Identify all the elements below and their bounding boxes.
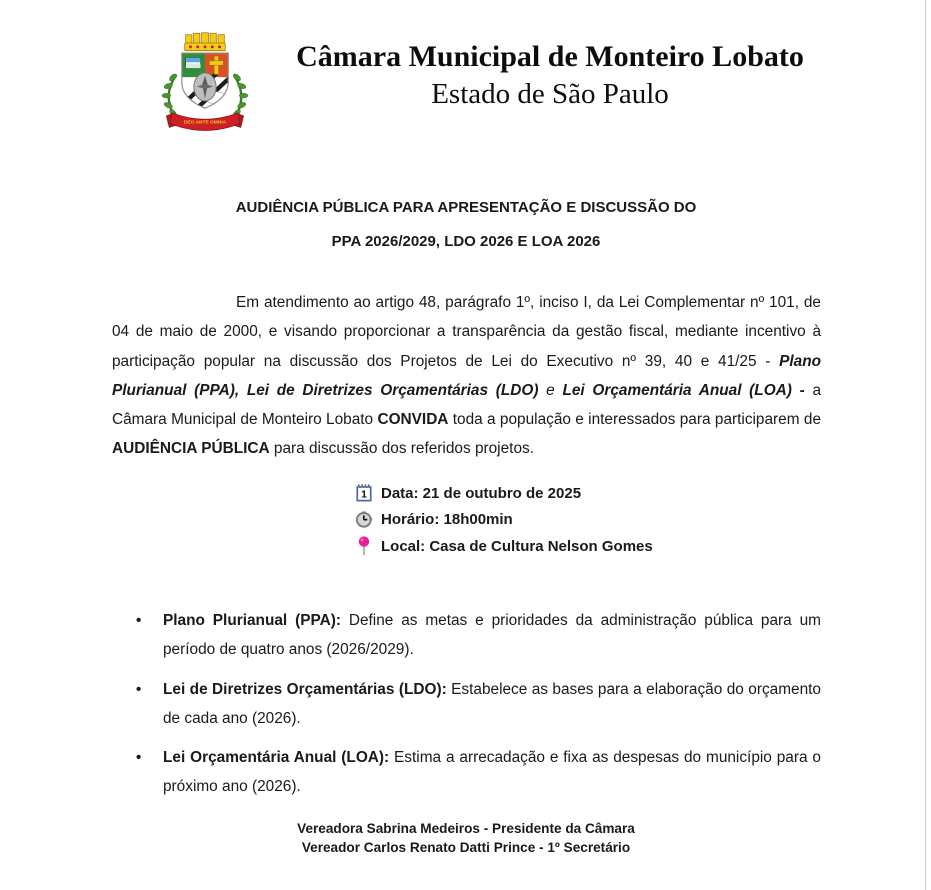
landscape-vignette bbox=[186, 57, 201, 68]
coat-of-arms-graphic bbox=[147, 26, 263, 144]
event-details bbox=[354, 480, 653, 560]
list-item-description: Define as metas e prioridades da administração pública para um período de quatro anos (2026/2029). bbox=[163, 612, 821, 659]
event-date-text: Data: 21 de outubro de 2025 bbox=[381, 484, 582, 502]
intro-paragraph: Em atendimento ao artigo 48, parágrafo 1º, inciso I, da Lei Complementar nº 101, de 04 de maio de 2000, e visando proporcionar a transparência da gestão fiscal, mediante incentivo à participação popular na discussão dos Projetos de Lei do Executivo nº 39, 40 e 41/25 - Plano Plurianual (PPA), Lei de Diretrizes Orçamentárias (LDO) e Lei Orçamentária Anual (LOA) - a Câmara Municipal de Monteiro Lobato CONVIDA toda a população e interessados para participarem de AUDIÊNCIA PÚBLICA para discussão dos referidos projetos. bbox=[112, 294, 822, 458]
bullet-marker: • bbox=[136, 680, 142, 698]
list-item-description: Estabelece as bases para a elaboração do orçamento de cada ano (2026). bbox=[163, 680, 821, 727]
event-time-text: Horário: 18h00min bbox=[381, 511, 513, 529]
document-title bbox=[112, 191, 820, 259]
signatures bbox=[112, 820, 820, 857]
list-item bbox=[132, 606, 821, 665]
bullet-marker: • bbox=[136, 749, 142, 767]
calendar-icon bbox=[354, 483, 374, 503]
crest-motto-text: DEO ANTE OMNIA bbox=[183, 120, 227, 126]
list-item-text bbox=[163, 743, 821, 802]
event-location-row bbox=[354, 533, 653, 560]
event-date-row bbox=[354, 480, 653, 507]
clock-icon bbox=[354, 510, 374, 530]
mural-crown bbox=[185, 33, 226, 51]
definitions-list bbox=[132, 606, 821, 812]
list-item bbox=[132, 743, 821, 802]
event-time-row bbox=[354, 507, 653, 534]
page-edge-line bbox=[925, 0, 926, 890]
svg-text:1: 1 bbox=[361, 488, 367, 501]
list-item-term: Lei de Diretrizes Orçamentárias (LDO): bbox=[163, 680, 447, 698]
document-title-line1: AUDIÊNCIA PÚBLICA PARA APRESENTAÇÃO E DISCUSSÃO DO bbox=[235, 199, 697, 216]
list-item-text bbox=[163, 675, 821, 734]
central-oval bbox=[194, 73, 216, 101]
signature-secretary: Vereador Carlos Renato Datti Prince - 1º Secretário bbox=[301, 839, 631, 855]
header bbox=[276, 38, 824, 112]
list-item-term: Plano Plurianual (PPA): bbox=[163, 612, 341, 629]
location-pin-icon bbox=[354, 536, 374, 556]
list-item-text bbox=[163, 606, 821, 665]
list-item-description: Estima a arrecadação e fixa as despesas do município para o próximo ano (2026). bbox=[163, 749, 821, 796]
organization-name: Câmara Municipal de Monteiro Lobato bbox=[296, 40, 804, 73]
list-item bbox=[132, 675, 821, 734]
event-location-text: Local: Casa de Cultura Nelson Gomes bbox=[381, 537, 653, 555]
motto-ribbon bbox=[166, 113, 243, 130]
document-title-line2: PPA 2026/2029, LDO 2026 E LOA 2026 bbox=[331, 233, 601, 250]
bullet-marker: • bbox=[136, 612, 142, 629]
municipal-coat-of-arms bbox=[147, 26, 263, 144]
state-name: Estado de São Paulo bbox=[431, 78, 669, 110]
signature-president: Vereadora Sabrina Medeiros - Presidente da Câmara bbox=[297, 821, 635, 836]
list-item-term: Lei Orçamentária Anual (LOA): bbox=[163, 749, 390, 767]
